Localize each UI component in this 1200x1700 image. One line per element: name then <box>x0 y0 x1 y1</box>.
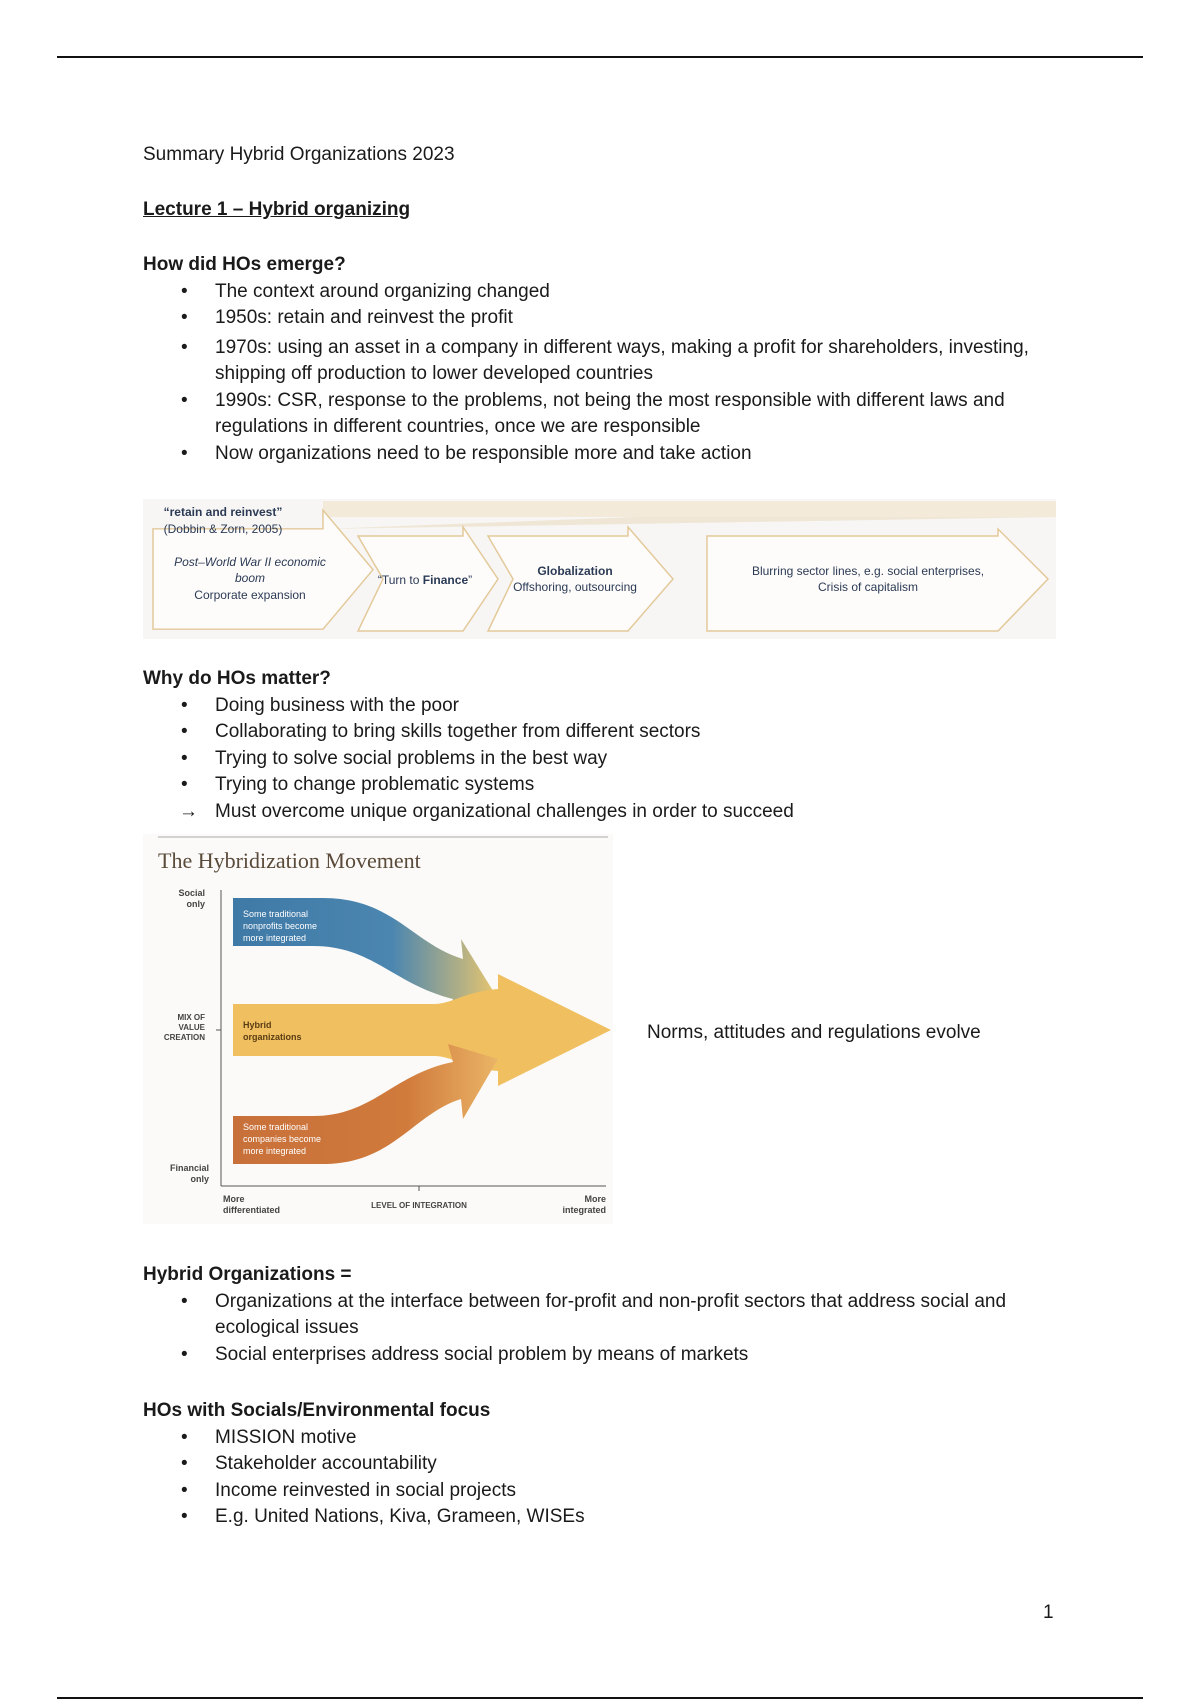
section-matter <box>143 666 1063 825</box>
bullet-icon: • <box>181 1479 188 1501</box>
bullet-icon: • <box>181 1453 188 1474</box>
bullet-list <box>143 1289 1063 1369</box>
list-item: • 1950s: retain and reinvest the profit <box>143 305 1063 332</box>
hybridization-figure <box>143 834 613 1224</box>
bullet-icon: • <box>181 1343 188 1365</box>
list-item: → Must overcome unique organizational challenges in order to succeed <box>143 799 1063 826</box>
page-number: 1 <box>1043 1602 1054 1623</box>
x-right-label-1: More <box>584 1194 606 1204</box>
x-left-label-1: More <box>223 1194 245 1204</box>
bullet-list <box>143 1425 1063 1531</box>
document-title: Summary Hybrid Organizations 2023 <box>143 144 455 165</box>
stage3-sub: Offshoring, outsourcing <box>513 580 637 594</box>
list-item: • 1970s: using an asset in a company in different ways, making a profit for shareholders, investing, shipping off production to lower developed countries <box>181 336 1029 384</box>
blue-label-2: nonprofits become <box>243 921 318 931</box>
y-top-label-1: Social <box>178 888 205 898</box>
x-right-label-2: integrated <box>562 1205 606 1215</box>
stage4-line2: Crisis of capitalism <box>817 580 919 594</box>
blue-label-3: more integrated <box>243 933 307 943</box>
yellow-label-2: organizations <box>243 1032 302 1042</box>
x-left-label-2: differentiated <box>223 1205 281 1215</box>
list-item: • Stakeholder accountability <box>143 1451 1063 1478</box>
y-mid-label-3: CREATION <box>163 1033 205 1042</box>
y-top-label-2: only <box>186 899 205 909</box>
stage4-line1: Blurring sector lines, e.g. social enterprises, <box>751 564 985 578</box>
figure-title: The Hybridization Movement <box>158 848 421 873</box>
x-center-label: LEVEL OF INTEGRATION <box>371 1201 467 1210</box>
list-item: • E.g. United Nations, Kiva, Grameen, WISEs <box>143 1504 1063 1531</box>
timeline-top-cite: (Dobbin & Zorn, 2005) <box>163 522 283 536</box>
stage1-line2: boom <box>234 571 266 585</box>
list-item: • Collaborating to bring skills together from different sectors <box>143 719 1063 746</box>
list-item: • Now organizations need to be responsible more and take action <box>143 441 1063 468</box>
blue-label-1: Some traditional <box>243 909 309 919</box>
timeline-figure <box>143 499 1056 639</box>
section-heading: Hybrid Organizations = <box>143 1264 352 1285</box>
top-rule <box>57 56 1143 58</box>
section-focus <box>143 1398 1063 1531</box>
stage1-line3: Corporate expansion <box>194 588 306 602</box>
lecture-heading: Lecture 1 – Hybrid organizing <box>143 199 411 220</box>
list-item: • Organizations at the interface between for-profit and non-profit sectors that address social and ecological issues <box>181 1290 1007 1338</box>
timeline-top-quote: “retain and reinvest” <box>163 505 283 519</box>
stage3-title: Globalization <box>537 564 613 578</box>
bullet-list <box>143 693 1063 826</box>
list-item: • MISSION motive <box>143 1425 1063 1452</box>
bullet-icon: • <box>181 442 188 464</box>
y-bot-label-1: Financial <box>169 1163 209 1173</box>
bullet-icon: • <box>181 774 188 795</box>
section-heading: How did HOs emerge? <box>143 254 346 275</box>
orange-label-2: companies become <box>243 1134 322 1144</box>
list-item: • Trying to change problematic systems <box>143 772 1063 799</box>
figure-caption: Norms, attitudes and regulations evolve <box>647 1022 981 1043</box>
y-mid-label-2: VALUE <box>178 1023 205 1032</box>
section-heading: Why do HOs matter? <box>143 668 331 689</box>
stage1-line1: Post–World War II economic <box>174 555 326 569</box>
list-item: • Doing business with the poor <box>143 693 1063 720</box>
list-item: • Social enterprises address social problem by means of markets <box>143 1342 1063 1369</box>
section-definition <box>143 1262 1063 1368</box>
y-bot-label-2: only <box>190 1174 209 1184</box>
stage2-label: “Turn to Finance” <box>377 573 473 587</box>
bullet-icon: • <box>181 1426 188 1448</box>
list-item: • Income reinvested in social projects <box>143 1478 1063 1505</box>
bullet-icon: • <box>181 694 188 716</box>
list-item: • The context around organizing changed <box>143 279 1063 306</box>
bullet-icon: • <box>181 307 188 328</box>
bullet-icon: • <box>181 336 188 358</box>
arrow-right-icon: → <box>179 800 198 822</box>
bullet-icon: • <box>181 280 188 302</box>
bullet-icon: • <box>181 747 188 769</box>
bullet-icon: • <box>181 1506 188 1527</box>
section-emerge <box>143 252 1063 467</box>
list-item: • Trying to solve social problems in the best way <box>143 746 1063 773</box>
list-item: • 1990s: CSR, response to the problems, not being the most responsible with different laws and regulations in different countries, once we are responsible <box>181 389 1005 437</box>
orange-label-3: more integrated <box>243 1146 307 1156</box>
yellow-label-1: Hybrid <box>243 1020 272 1030</box>
bullet-icon: • <box>181 721 188 742</box>
bullet-icon: • <box>181 1290 188 1312</box>
orange-label-1: Some traditional <box>243 1122 309 1132</box>
bullet-list <box>143 279 1063 468</box>
section-heading: HOs with Socials/Environmental focus <box>143 1400 491 1421</box>
y-mid-label-1: MIX OF <box>177 1013 205 1022</box>
bullet-icon: • <box>181 389 188 411</box>
bottom-rule <box>57 1697 1143 1699</box>
